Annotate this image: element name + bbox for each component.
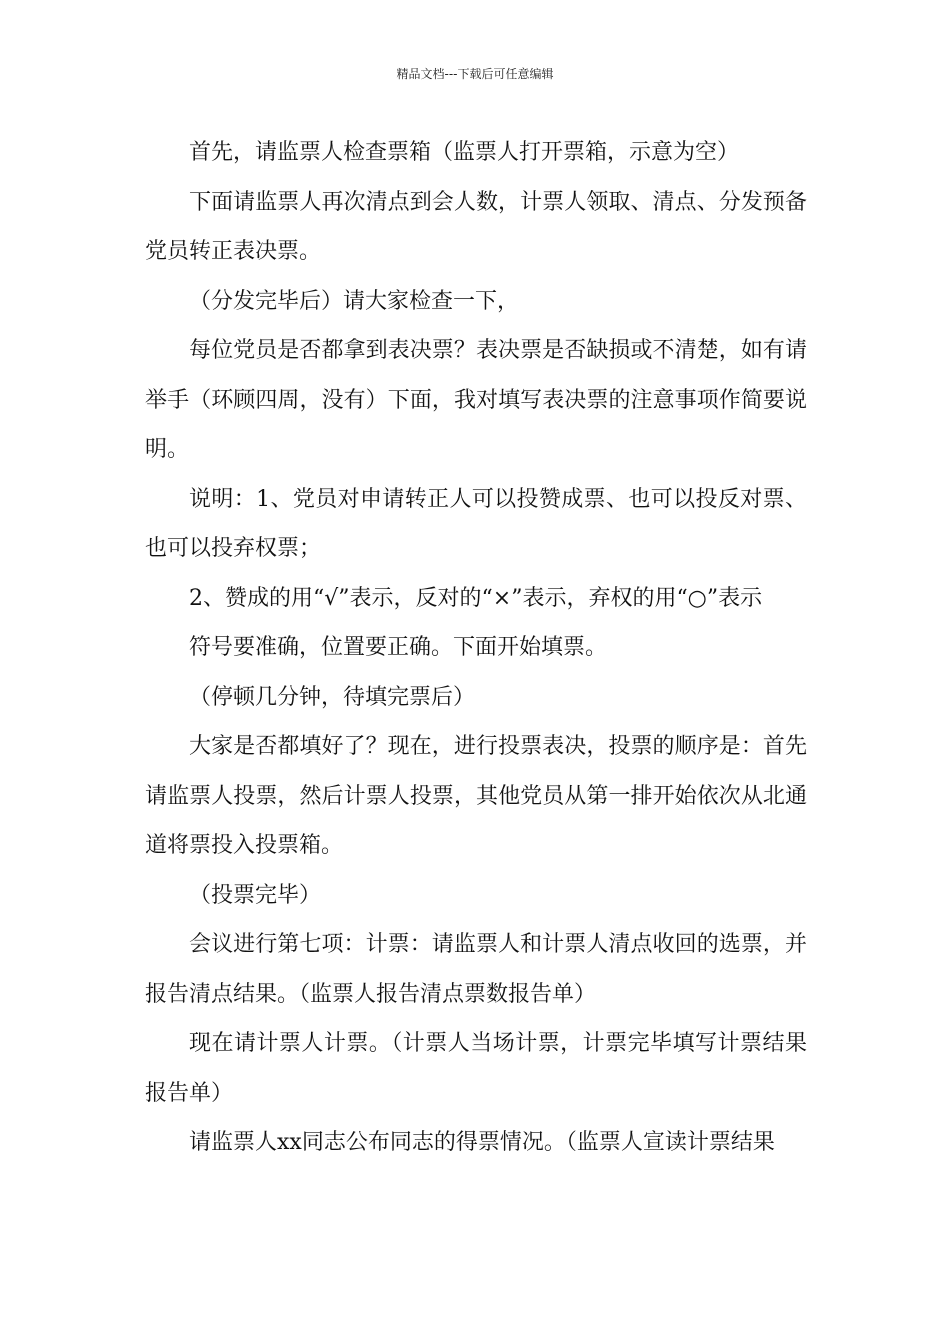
paragraph: 说明：1、党员对申请转正人可以投赞成票、也可以投反对票、也可以投弃权票； bbox=[145, 486, 807, 561]
paragraph: 2、赞成的用“√”表示，反对的“×”表示，弃权的用“○”表示 bbox=[189, 585, 763, 611]
paragraph: 请监票人xx同志公布同志的得票情况。（监票人宣读计票结果 bbox=[189, 1130, 775, 1155]
paragraph: 会议进行第七项：计票：请监票人和计票人清点收回的选票，并报告清点结果。（监票人报告清点票数报告单） bbox=[145, 932, 807, 1007]
document-body bbox=[145, 128, 807, 1168]
paragraph: 现在请计票人计票。（计票人当场计票，计票完毕填写计票结果报告单） bbox=[145, 1031, 807, 1106]
paragraph: （投票完毕） bbox=[189, 882, 322, 908]
page-header: 精品文档---下载后可任意编辑 bbox=[396, 67, 554, 81]
paragraph: 下面请监票人再次清点到会人数，计票人领取、清点、分发预备党员转正表决票。 bbox=[145, 189, 807, 264]
paragraph: 每位党员是否都拿到表决票？表决票是否缺损或不清楚，如有请举手（环顾四周，没有）下面，我对填写表决票的注意事项作简要说明。 bbox=[145, 338, 807, 462]
paragraph: （分发完毕后）请大家检查一下， bbox=[189, 288, 520, 314]
paragraph: 符号要准确，位置要正确。下面开始填票。 bbox=[189, 635, 608, 660]
paragraph: （停顿几分钟，待填完票后） bbox=[189, 684, 476, 710]
paragraph: 首先，请监票人检查票箱（监票人打开票箱，示意为空） bbox=[189, 140, 740, 165]
paragraph: 大家是否都填好了？现在，进行投票表决，投票的顺序是：首先请监票人投票，然后计票人投票，其他党员从第一排开始依次从北通道将票投入投票箱。 bbox=[145, 734, 807, 858]
